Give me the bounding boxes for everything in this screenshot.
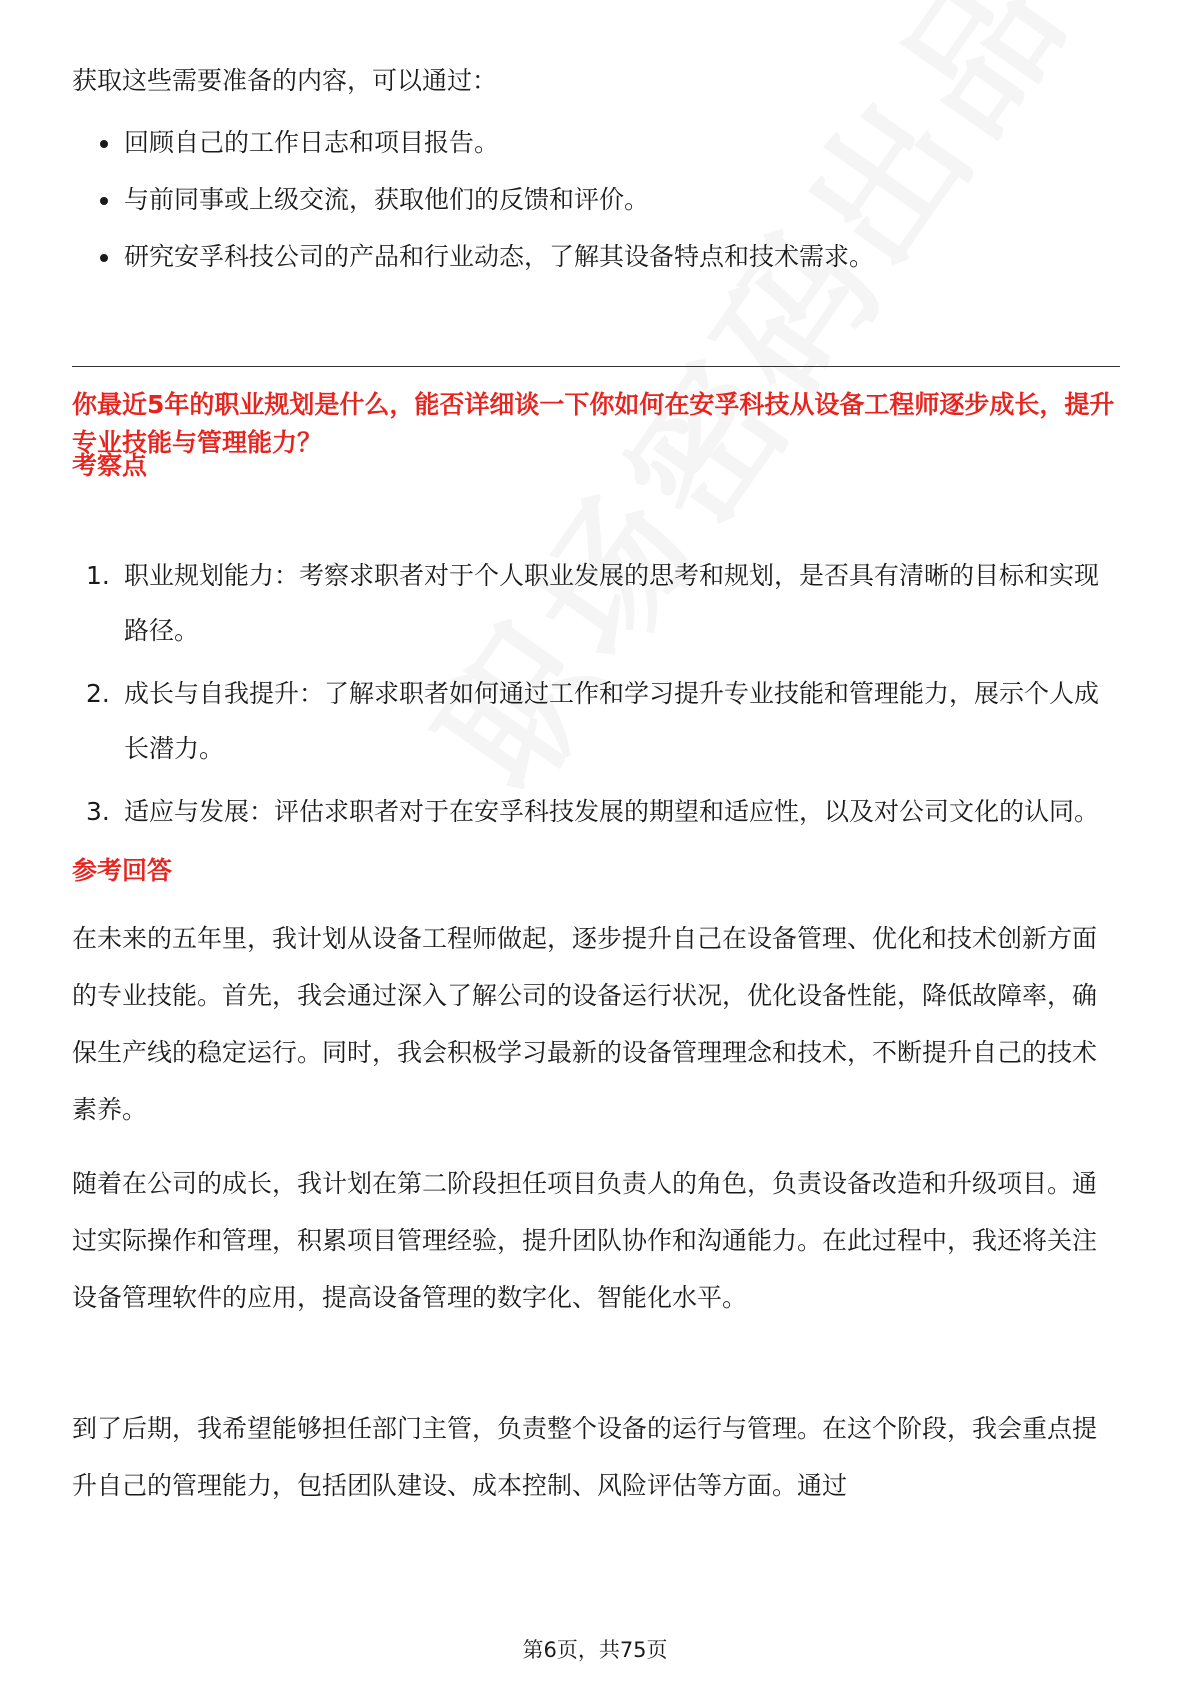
answer-heading: 参考回答 <box>72 856 173 885</box>
bullet-icon <box>100 140 108 148</box>
question-heading: 你最近5年的职业规划是什么，能否详细谈一下你如何在安孚科技从设备工程师逐步成长，提升专业技能与管理能力？ <box>72 390 1115 457</box>
section-divider <box>72 366 1120 367</box>
answer-text: 在未来的五年里，我计划从设备工程师做起，逐步提升自己在设备管理、优化和技术创新方面的专业技能。首先，我会通过深入了解公司的设备运行状况，优化设备性能，降低故障率，确保生产线的稳定运行。同时，我会积极学习最新的设备管理理念和技术，不断提升自己的技术素养。 <box>72 924 1098 1124</box>
list-item <box>72 236 1120 278</box>
list-item <box>72 666 1120 776</box>
item-number: 3. <box>86 797 110 826</box>
bullet-text: 回顾自己的工作日志和项目报告。 <box>124 128 500 157</box>
list-item <box>72 784 1120 839</box>
answer-paragraph-2 <box>72 1155 1120 1326</box>
item-text: 成长与自我提升：了解求职者如何通过工作和学习提升专业技能和管理能力，展示个人成长潜力。 <box>124 679 1100 763</box>
item-text: 适应与发展：评估求职者对于在安孚科技发展的期望和适应性，以及对公司文化的认同。 <box>124 797 1100 826</box>
intro-text: 获取这些需要准备的内容，可以通过： <box>72 66 498 95</box>
bullet-text: 研究安孚科技公司的产品和行业动态，了解其设备特点和技术需求。 <box>124 242 875 271</box>
examine-heading: 考察点 <box>72 451 148 480</box>
answer-paragraph-3 <box>72 1400 1120 1514</box>
list-item <box>72 548 1120 658</box>
page-footer: 第6页，共75页 <box>522 1638 668 1662</box>
bullet-text: 与前同事或上级交流，获取他们的反馈和评价。 <box>124 185 650 214</box>
bullet-icon <box>100 254 108 262</box>
bullet-icon <box>100 197 108 205</box>
answer-paragraph-1 <box>72 910 1120 1138</box>
list-item <box>72 179 1120 221</box>
intro-section <box>72 60 1120 293</box>
item-number: 1. <box>86 561 110 590</box>
bullet-list <box>72 122 1120 278</box>
item-text: 职业规划能力：考察求职者对于个人职业发展的思考和规划，是否具有清晰的目标和实现路径。 <box>124 561 1100 645</box>
answer-text: 随着在公司的成长，我计划在第二阶段担任项目负责人的角色，负责设备改造和升级项目。通过实际操作和管理，积累项目管理经验，提升团队协作和沟通能力。在此过程中，我还将关注设备管理软件的应用，提高设备管理的数字化、智能化水平。 <box>72 1169 1098 1312</box>
answer-text: 到了后期，我希望能够担任部门主管，负责整个设备的运行与管理。在这个阶段，我会重点提升自己的管理能力，包括团队建设、成本控制、风险评估等方面。通过 <box>72 1414 1098 1500</box>
list-item <box>72 122 1120 164</box>
item-number: 2. <box>86 679 110 708</box>
examine-points-list <box>72 548 1120 847</box>
